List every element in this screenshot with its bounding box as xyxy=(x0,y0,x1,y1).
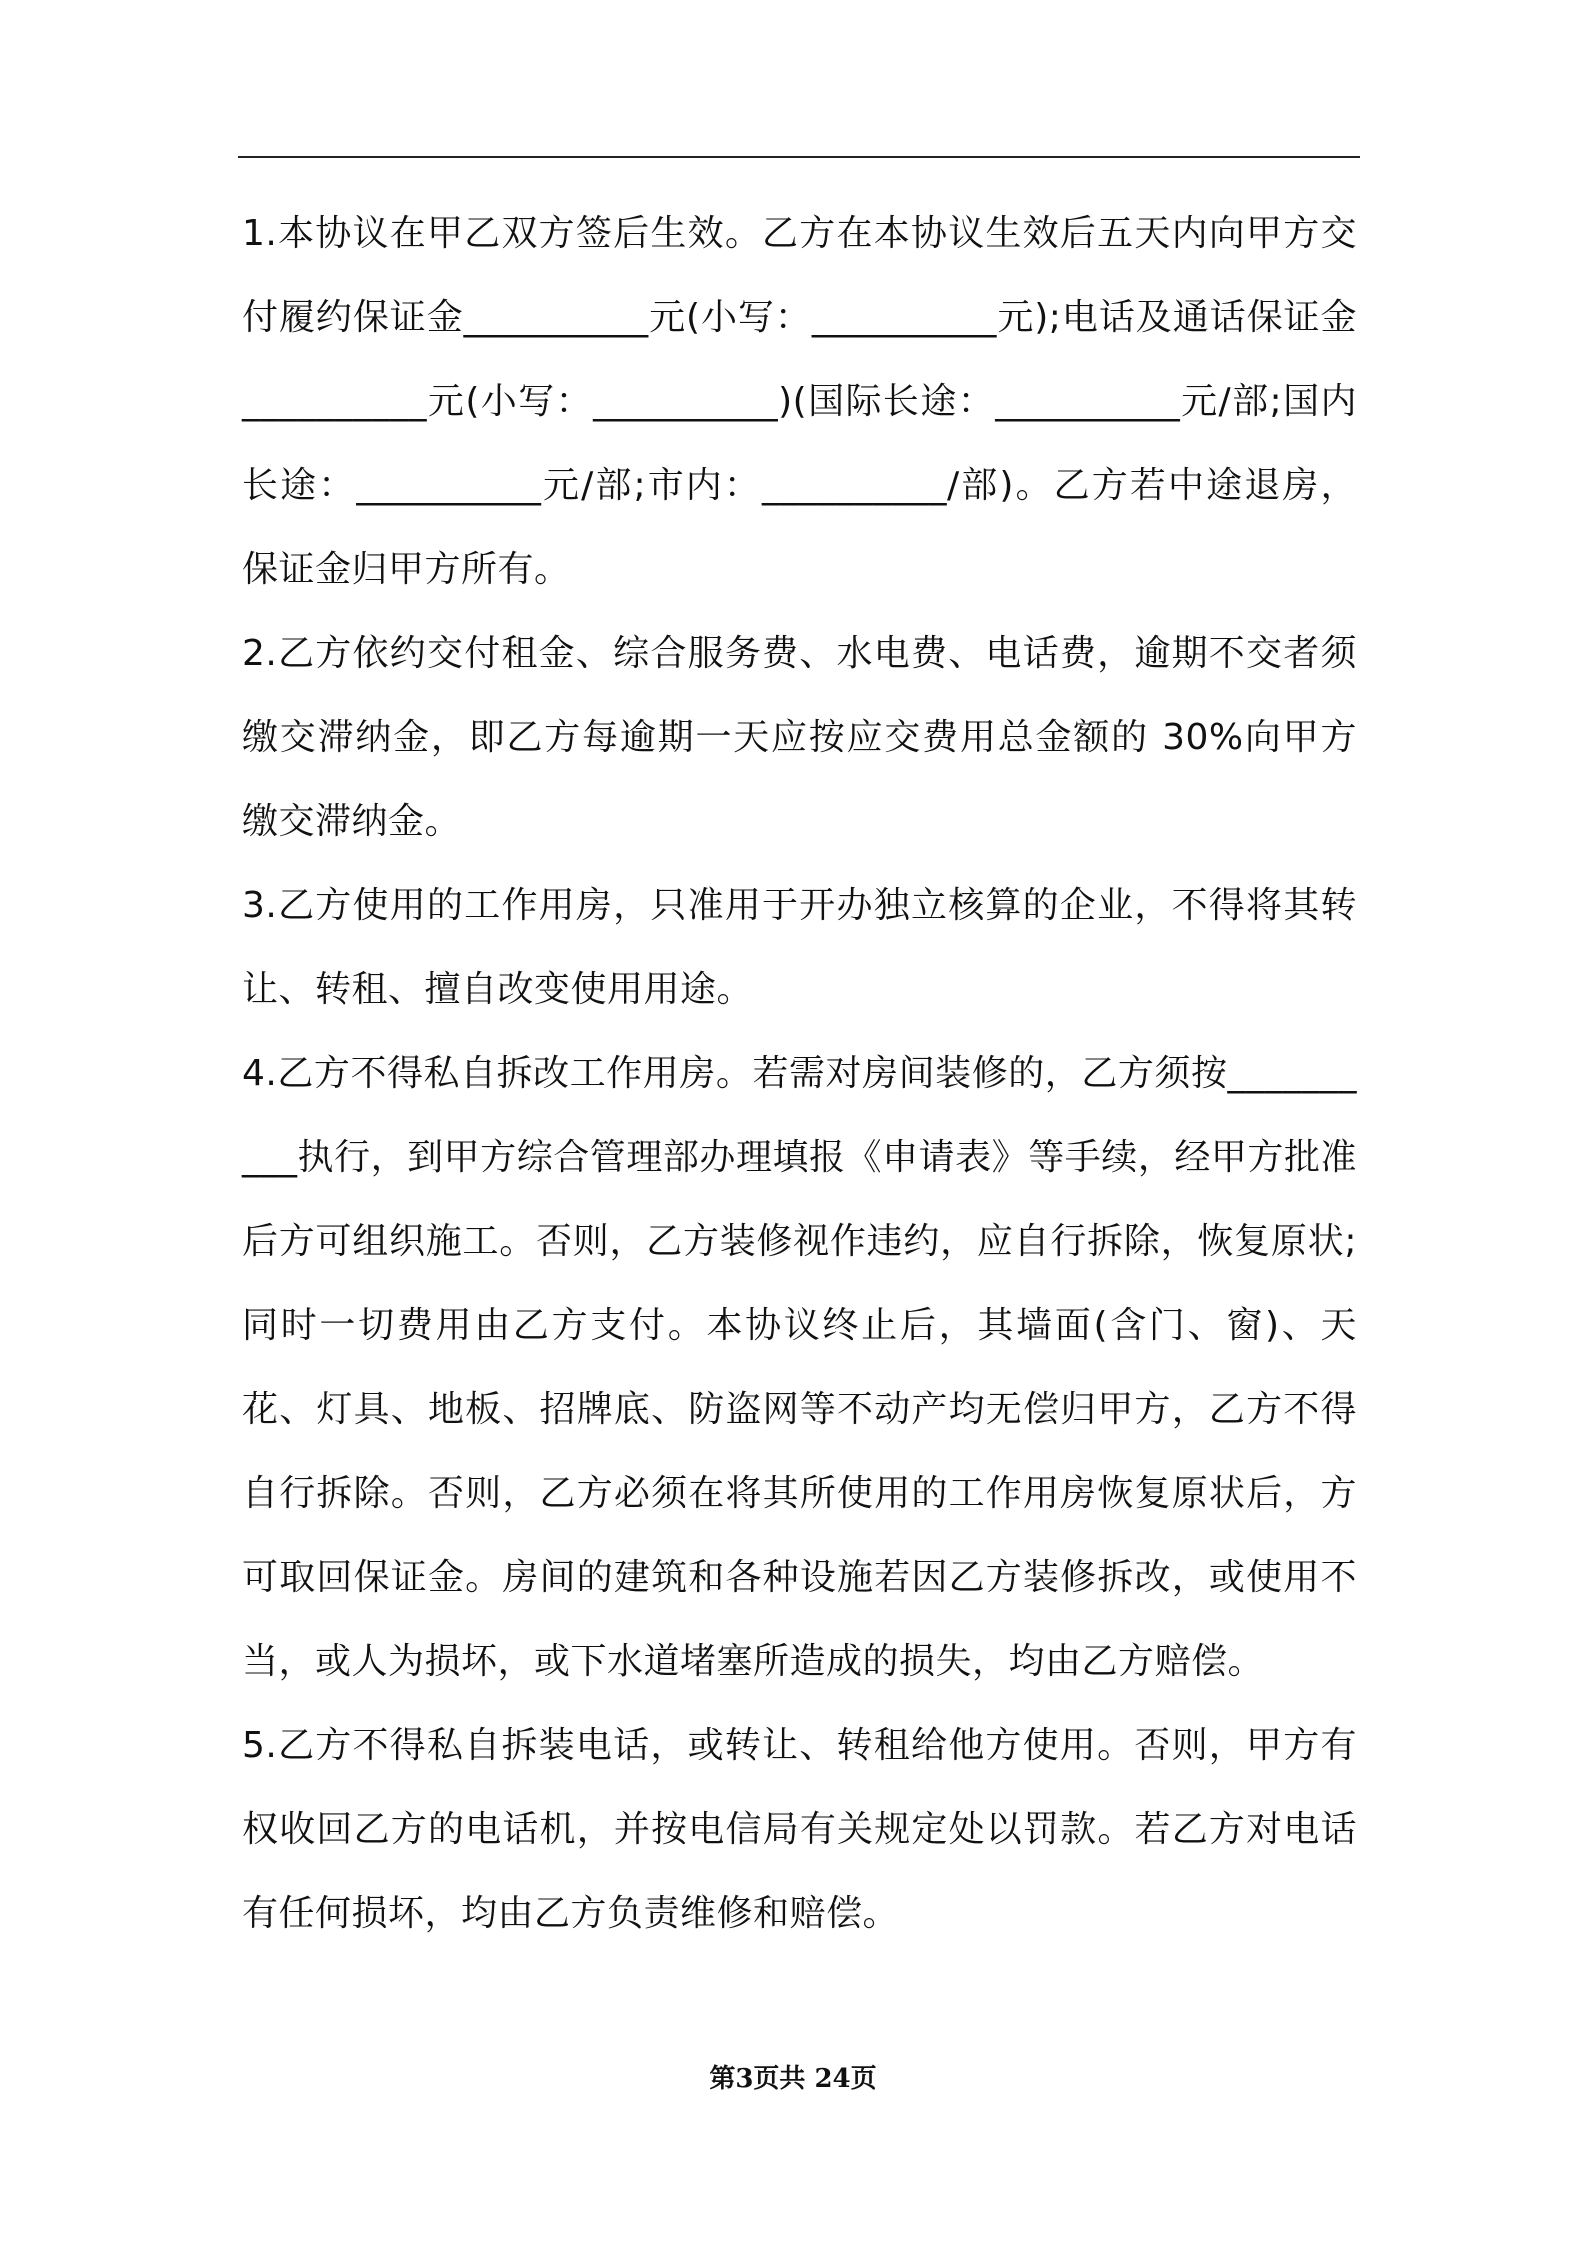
clause-2: 2.乙方依约交付租金、综合服务费、水电费、电话费，逾期不交者须缴交滞纳金，即乙方每逾期一天应按应交费用总金额的 30%向甲方缴交滞纳金。 xyxy=(242,633,1357,842)
clause-5: 5.乙方不得私自拆装电话，或转让、转租给他方使用。否则，甲方有权收回乙方的电话机，并按电信局有关规定处以罚款。若乙方对电话有任何损坏，均由乙方负责维修和赔偿。 xyxy=(242,1725,1357,1934)
document-body xyxy=(242,192,1357,1956)
clause-4: 4.乙方不得私自拆改工作用房。若需对房间装修的，乙方须按__________执行，到甲方综合管理部办理填报《申请表》等手续，经甲方批准后方可组织施工。否则，乙方装修视作违约，应自行拆除，恢复原状;同时一切费用由乙方支付。本协议终止后，其墙面(含门、窗)、天花、灯具、地板、招牌底、防盗网等不动产均无偿归甲方，乙方不得自行拆除。否则，乙方必须在将其所使用的工作用房恢复原状后，方可取回保证金。房间的建筑和各种设施若因乙方装修拆改，或使用不当，或人为损坏，或下水道堵塞所造成的损失，均由乙方赔偿。 xyxy=(242,1053,1357,1682)
header-rule xyxy=(238,156,1360,158)
clause-3: 3.乙方使用的工作用房，只准用于开办独立核算的企业，不得将其转让、转租、擅自改变使用用途。 xyxy=(242,885,1357,1010)
page-number: 第3页共 24页 xyxy=(709,2064,877,2094)
clause-1: 1.本协议在甲乙双方签后生效。乙方在本协议生效后五天内向甲方交付履约保证金__________元(小写：__________元);电话及通话保证金__________元(小写：__________)(国际长途：__________元/部;国内长途：__________元/部;市内：__________/部)。乙方若中途退房，保证金归甲方所有。 xyxy=(242,213,1357,590)
